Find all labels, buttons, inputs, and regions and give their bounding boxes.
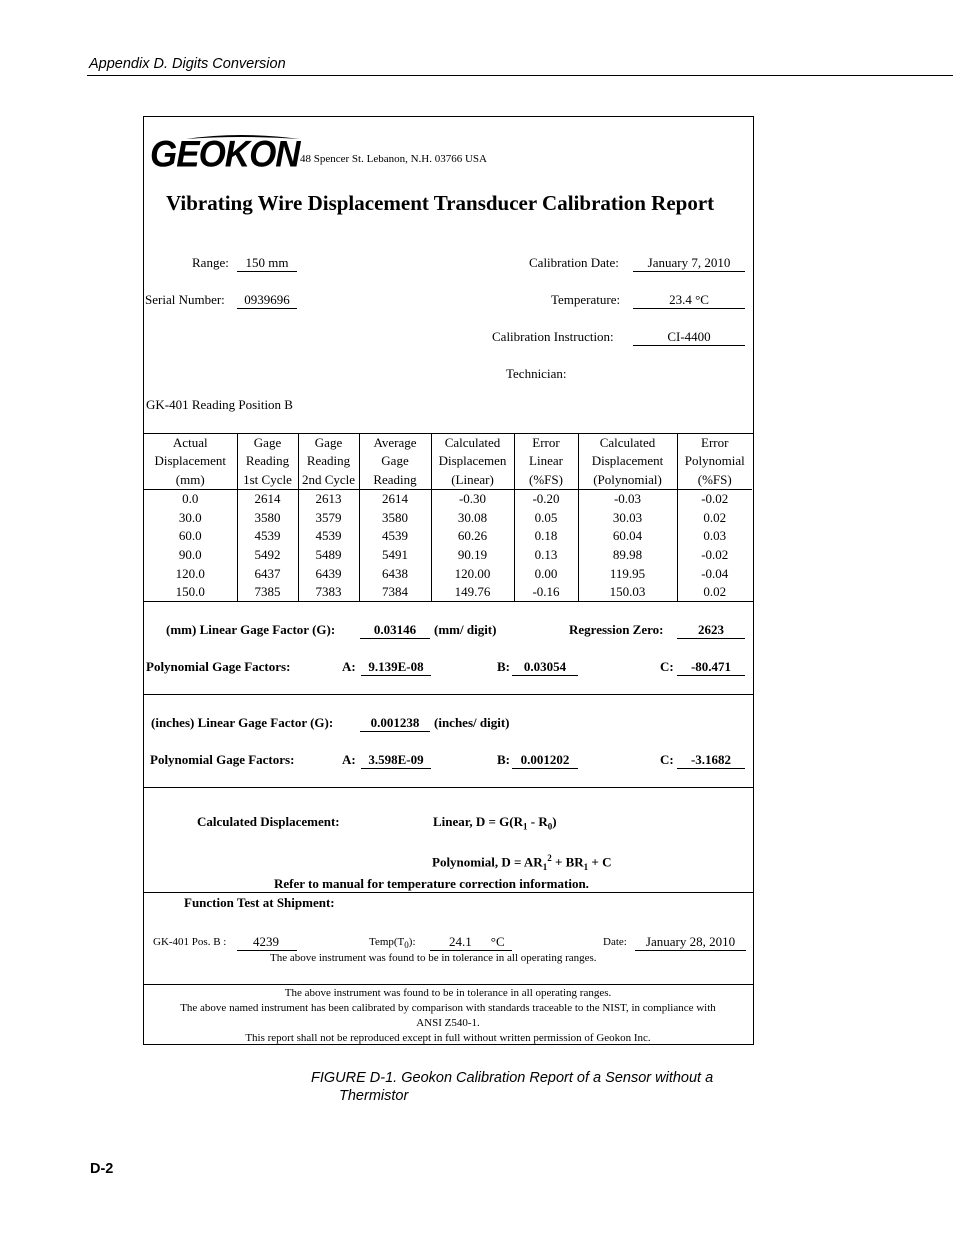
calibration-instruction-label: Calibration Instruction: bbox=[492, 329, 614, 344]
table-cell: 90.19 bbox=[431, 546, 514, 565]
reading-position: GK-401 Reading Position B bbox=[146, 397, 293, 412]
table-cell: 6439 bbox=[298, 564, 359, 583]
section-divider bbox=[144, 787, 753, 788]
table-cell: 0.05 bbox=[514, 508, 578, 527]
figure-caption bbox=[311, 1069, 713, 1105]
table-cell: -0.03 bbox=[578, 489, 677, 508]
company-address: 48 Spencer St. Lebanon, N.H. 03766 USA bbox=[300, 153, 487, 165]
column-header-line: Actual bbox=[172, 435, 208, 450]
inches-a-value: 3.598E-09 bbox=[361, 752, 431, 769]
serial-label: Serial Number: bbox=[145, 292, 225, 307]
column-header-line: (%FS) bbox=[529, 471, 563, 487]
column-header bbox=[298, 434, 359, 489]
column-header-line: 2nd Cycle bbox=[301, 471, 356, 487]
geokon-logo bbox=[150, 131, 300, 175]
function-test-temp-value: 24.1 °C bbox=[430, 934, 512, 951]
column-header bbox=[144, 434, 237, 489]
section-divider bbox=[144, 984, 753, 985]
footer-line: The above instrument was found to be in tolerance in all operating ranges. bbox=[284, 987, 612, 999]
column-header-line: Calculated bbox=[599, 435, 656, 450]
table-cell: 60.26 bbox=[431, 527, 514, 546]
table-cell: 0.02 bbox=[703, 584, 727, 600]
table-cell: 150.03 bbox=[578, 583, 677, 602]
column-header-line: Error bbox=[532, 435, 560, 450]
regression-zero-value: 2623 bbox=[677, 622, 745, 639]
column-header-line: 1st Cycle bbox=[243, 471, 292, 487]
table-cell: -0.02 bbox=[701, 491, 729, 507]
column-header-line: Displacement bbox=[591, 453, 664, 469]
table-header-row bbox=[144, 434, 752, 489]
table-cell: 149.76 bbox=[431, 583, 514, 602]
mm-c-label: C: bbox=[660, 659, 674, 674]
inches-c-value: -3.1682 bbox=[677, 752, 745, 769]
column-header-line: Displacement bbox=[154, 453, 226, 469]
mm-a-value: 9.139E-08 bbox=[361, 659, 431, 676]
temperature-correction-note: Refer to manual for temperature correction information. bbox=[274, 876, 589, 891]
table-cell: 2614 bbox=[237, 489, 298, 508]
inches-c-label: C: bbox=[660, 752, 674, 767]
table-cell: 60.0 bbox=[144, 527, 237, 546]
calibration-table bbox=[144, 434, 752, 601]
polynomial-formula: Polynomial, $D = AR_1^2 + BR_1 + C$ bbox=[432, 853, 612, 872]
section-divider bbox=[144, 601, 753, 602]
table-row bbox=[144, 508, 752, 527]
calibration-date-label: Calibration Date: bbox=[529, 255, 619, 270]
table-cell: 6437 bbox=[237, 564, 298, 583]
table-cell: 4539 bbox=[237, 527, 298, 546]
column-header-line: Gage bbox=[253, 435, 282, 450]
column-header-line: Reading bbox=[245, 453, 290, 469]
table-cell: 2613 bbox=[298, 489, 359, 508]
linear-formula: Linear, $D = G(R_1 - R_0)$ bbox=[433, 814, 557, 832]
table-cell: 0.18 bbox=[514, 527, 578, 546]
inches-b-value: 0.001202 bbox=[512, 752, 578, 769]
temperature-label: Temperature: bbox=[551, 292, 621, 307]
table-cell: 150.0 bbox=[144, 583, 237, 602]
regression-zero-label: Regression Zero: bbox=[569, 622, 664, 637]
column-header-line: Average bbox=[373, 435, 417, 450]
calibration-instruction-value: CI-4400 bbox=[633, 329, 745, 346]
mm-linear-unit: (mm/ digit) bbox=[434, 622, 497, 637]
function-test-position-value: 4239 bbox=[237, 934, 297, 951]
column-header bbox=[431, 434, 514, 489]
calibration-report bbox=[143, 116, 754, 1045]
range-label: Range: bbox=[192, 255, 229, 270]
table-row bbox=[144, 583, 752, 602]
table-row bbox=[144, 527, 752, 546]
serial-value: 0939696 bbox=[237, 292, 297, 309]
temperature-value: 23.4 °C bbox=[633, 292, 745, 309]
table-cell: 0.02 bbox=[703, 509, 727, 525]
table-cell: 3580 bbox=[237, 508, 298, 527]
technician-label: Technician: bbox=[506, 366, 567, 381]
table-row bbox=[144, 546, 752, 565]
column-header-line: (Polynomial) bbox=[593, 471, 662, 487]
inches-linear-gage-factor-label: (inches) Linear Gage Factor (G): bbox=[151, 715, 334, 730]
column-header bbox=[237, 434, 298, 489]
function-test-date-label: Date: bbox=[603, 936, 627, 948]
table-cell: 5491 bbox=[359, 546, 431, 565]
figure-caption-line: Thermistor bbox=[339, 1088, 409, 1104]
table-cell: 0.03 bbox=[703, 528, 727, 544]
table-cell: -0.20 bbox=[514, 489, 578, 508]
mm-linear-gage-factor-label: (mm) Linear Gage Factor (G): bbox=[166, 622, 336, 637]
table-cell: -0.02 bbox=[701, 546, 729, 562]
table-cell: 4539 bbox=[359, 527, 431, 546]
table-cell: 0.13 bbox=[514, 546, 578, 565]
footer-text bbox=[144, 986, 752, 1046]
table-cell: 60.04 bbox=[578, 527, 677, 546]
column-header bbox=[578, 434, 677, 489]
table-cell: 30.08 bbox=[431, 508, 514, 527]
table-row bbox=[144, 489, 752, 508]
mm-linear-gage-factor-value: 0.03146 bbox=[360, 622, 430, 639]
inches-linear-gage-factor-value: 0.001238 bbox=[360, 715, 430, 732]
column-header bbox=[514, 434, 578, 489]
column-header-line: (%FS) bbox=[697, 471, 732, 487]
column-header-line: Error bbox=[701, 435, 729, 450]
table-cell: 7384 bbox=[359, 583, 431, 602]
table-cell: 30.03 bbox=[578, 508, 677, 527]
table-cell: 3580 bbox=[359, 508, 431, 527]
calculated-displacement-label: Calculated Displacement: bbox=[197, 814, 340, 829]
table-cell: 3579 bbox=[298, 508, 359, 527]
table-cell: 5492 bbox=[237, 546, 298, 565]
table-cell: 6438 bbox=[359, 564, 431, 583]
logo-text: GEOKON bbox=[150, 134, 300, 175]
column-header-line: Reading bbox=[373, 471, 417, 487]
table-cell: 4539 bbox=[298, 527, 359, 546]
range-value: 150 mm bbox=[237, 255, 297, 272]
table-cell: 90.0 bbox=[144, 546, 237, 565]
table-cell: 0.0 bbox=[144, 489, 237, 508]
table-cell: -0.16 bbox=[514, 583, 578, 602]
table-cell: 30.0 bbox=[144, 508, 237, 527]
column-header-line: Calculated bbox=[444, 435, 501, 450]
mm-a-label: A: bbox=[342, 659, 356, 674]
mm-polynomial-label: Polynomial Gage Factors: bbox=[146, 659, 291, 674]
page-header: Appendix D. Digits Conversion bbox=[89, 56, 286, 72]
function-test-temp-label: $Temp(T_0)$: bbox=[369, 936, 416, 951]
mm-b-value: 0.03054 bbox=[512, 659, 578, 676]
inches-a-label: A: bbox=[342, 752, 356, 767]
table-cell: 0.00 bbox=[514, 564, 578, 583]
footer-line: ANSI Z540-1. bbox=[416, 1017, 480, 1029]
column-header-line: Linear bbox=[529, 453, 563, 469]
table-cell: 120.00 bbox=[431, 564, 514, 583]
inches-b-label: B: bbox=[497, 752, 510, 767]
footer-line: This report shall not be reproduced except in full without written permission of Geokon Inc. bbox=[245, 1032, 651, 1044]
column-header-line: Gage bbox=[381, 453, 409, 469]
table-cell: -0.04 bbox=[701, 565, 729, 581]
header-rule bbox=[87, 75, 953, 76]
figure-caption-line: FIGURE D-1. Geokon Calibration Report of a Sensor without a bbox=[311, 1070, 714, 1086]
column-header-line: Reading bbox=[306, 453, 351, 469]
table-cell: 5489 bbox=[298, 546, 359, 565]
table-cell: 119.95 bbox=[578, 564, 677, 583]
page-number: D-2 bbox=[90, 1161, 114, 1177]
function-test-date-value: January 28, 2010 bbox=[635, 934, 746, 951]
table-cell: -0.30 bbox=[431, 489, 514, 508]
column-header-line: (mm) bbox=[175, 471, 205, 487]
column-header bbox=[677, 434, 752, 489]
table-cell: 2614 bbox=[359, 489, 431, 508]
table-cell: 7385 bbox=[237, 583, 298, 602]
table-cell: 120.0 bbox=[144, 564, 237, 583]
mm-b-label: B: bbox=[497, 659, 510, 674]
section-divider bbox=[144, 694, 753, 695]
function-test-tolerance-note: The above instrument was found to be in tolerance in all operating ranges. bbox=[270, 952, 597, 964]
table-cell: 7383 bbox=[298, 583, 359, 602]
column-header bbox=[359, 434, 431, 489]
function-test-title: Function Test at Shipment: bbox=[184, 895, 335, 910]
inches-polynomial-label: Polynomial Gage Factors: bbox=[150, 752, 295, 767]
table-cell: 89.98 bbox=[578, 546, 677, 565]
function-test-position-label: GK-401 Pos. B : bbox=[153, 936, 227, 948]
column-header-line: (Linear) bbox=[451, 471, 494, 487]
column-header-line: Displacemen bbox=[438, 453, 507, 469]
section-divider bbox=[144, 892, 753, 893]
footer-line: The above named instrument has been calibrated by comparison with standards traceable to the NIST, in compliance with bbox=[180, 1002, 716, 1014]
column-header-line: Polynomial bbox=[684, 453, 745, 469]
calibration-date-value: January 7, 2010 bbox=[633, 255, 745, 272]
report-title: Vibrating Wire Displacement Transducer Calibration Report bbox=[166, 191, 715, 215]
table-row bbox=[144, 564, 752, 583]
column-header-line: Gage bbox=[314, 435, 343, 450]
inches-linear-unit: (inches/ digit) bbox=[434, 715, 510, 730]
mm-c-value: -80.471 bbox=[677, 659, 745, 676]
